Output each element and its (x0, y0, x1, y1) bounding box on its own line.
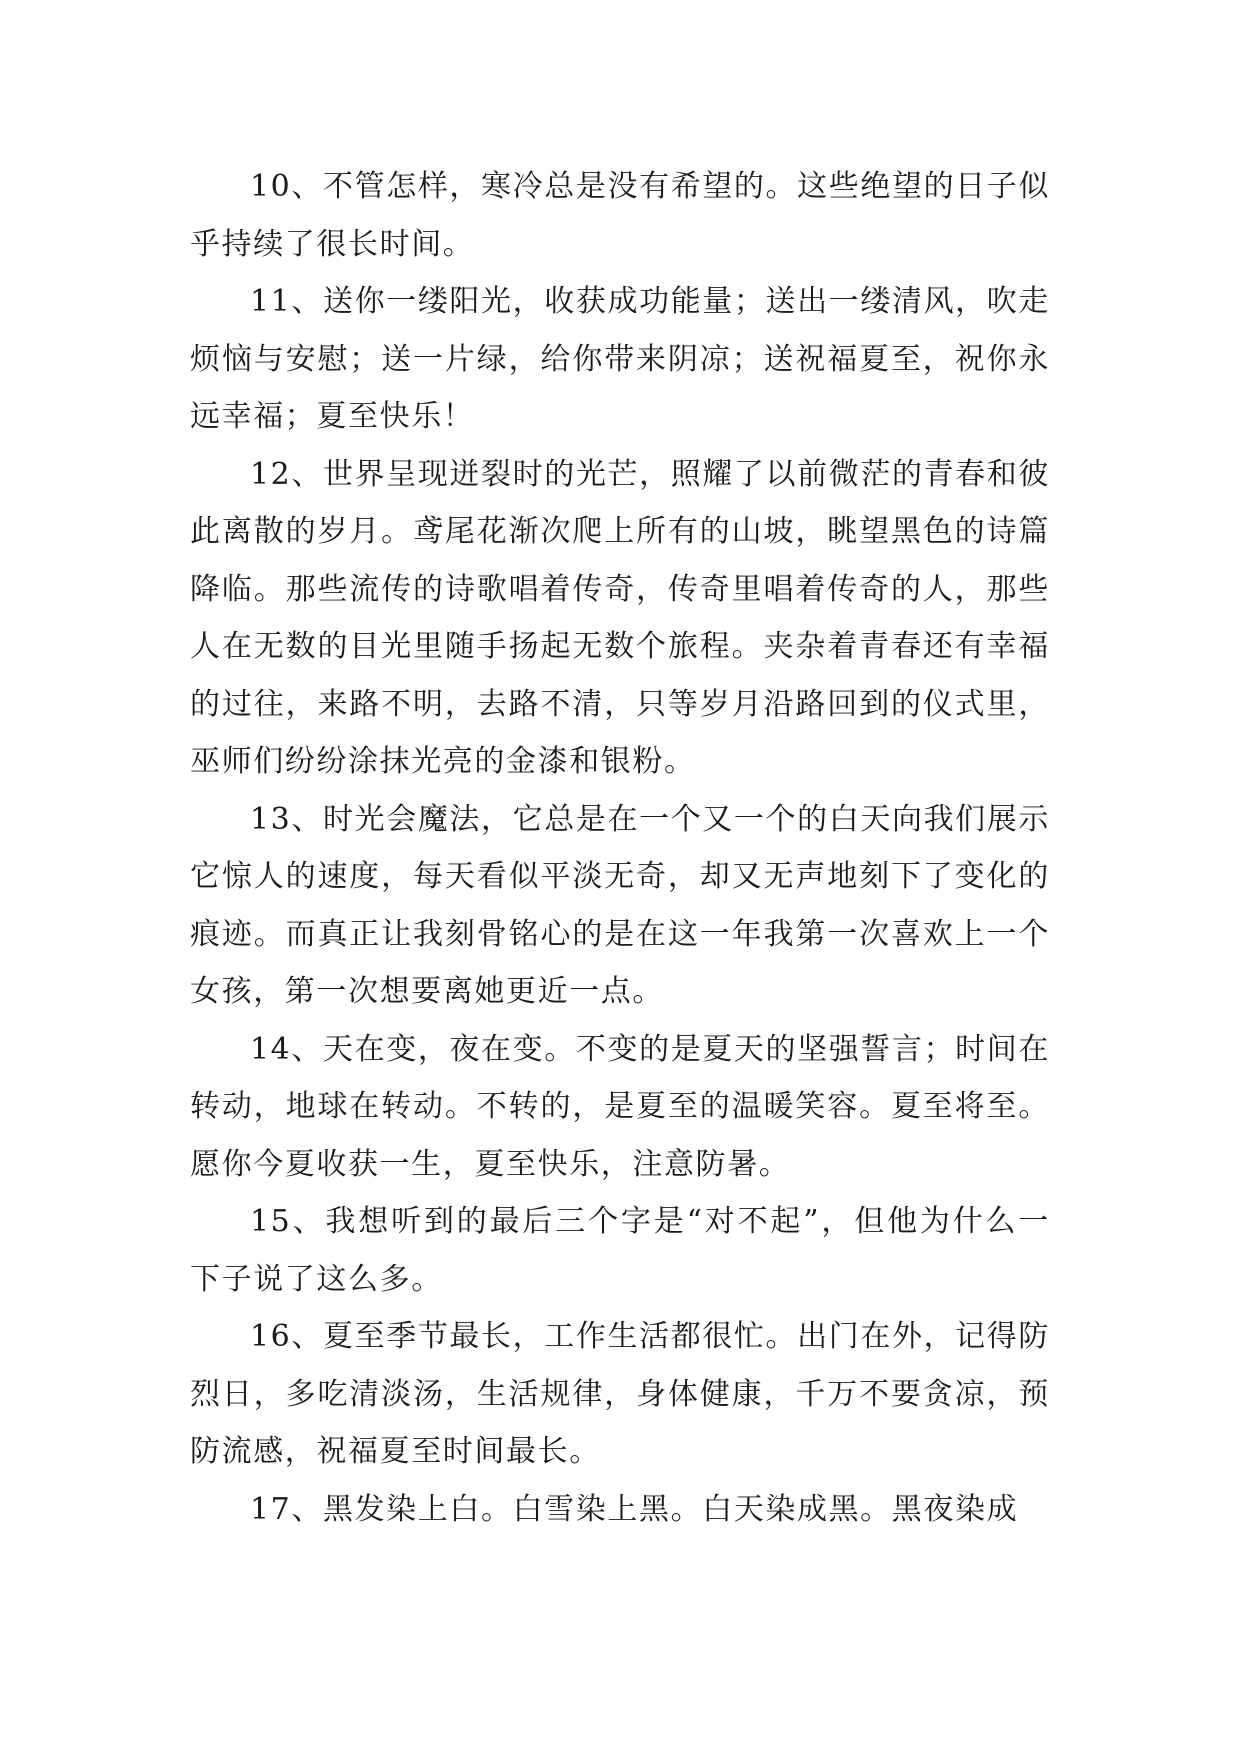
paragraph-17: 17、黑发染上白。白雪染上黑。白天染成黑。黑夜染成 (250, 1491, 1019, 1527)
paragraph-15: 15、我想听到的最后三个字是“对不起”，但他为什么一下子说了这么多。 (190, 1204, 1050, 1297)
document-body (190, 158, 1050, 1538)
paragraph-11: 11、送你一缕阳光，收获成功能量；送出一缕清风，吹走烦恼与安慰；送一片绿，给你带来阴凉；送祝福夏至，祝你永远幸福；夏至快乐！ (190, 284, 1050, 434)
paragraph-16: 16、夏至季节最长，工作生活都很忙。出门在外，记得防烈日，多吃清淡汤，生活规律，身体健康，千万不要贪凉，预防流感，祝福夏至时间最长。 (190, 1319, 1050, 1469)
paragraph-13: 13、时光会魔法，它总是在一个又一个的白天向我们展示它惊人的速度，每天看似平淡无奇，却又无声地刻下了变化的痕迹。而真正让我刻骨铭心的是在这一年我第一次喜欢上一个女孩，第一次想要离她更近一点。 (190, 801, 1050, 1009)
paragraph-10: 10、不管怎样，寒冷总是没有希望的。这些绝望的日子似乎持续了很长时间。 (190, 169, 1050, 262)
paragraph-12: 12、世界呈现迸裂时的光芒，照耀了以前微茫的青春和彼此离散的岁月。鸢尾花渐次爬上所有的山坡，眺望黑色的诗篇降临。那些流传的诗歌唱着传奇，传奇里唱着传奇的人，那些人在无数的目光里随手扬起无数个旅程。夹杂着青春还有幸福的过往，来路不明，去路不清，只等岁月沿路回到的仪式里，巫师们纷纷涂抹光亮的金漆和银粉。 (190, 456, 1050, 779)
paragraph-14: 14、天在变，夜在变。不变的是夏天的坚强誓言；时间在转动，地球在转动。不转的，是夏至的温暖笑容。夏至将至。愿你今夏收获一生，夏至快乐，注意防暑。 (190, 1031, 1050, 1182)
